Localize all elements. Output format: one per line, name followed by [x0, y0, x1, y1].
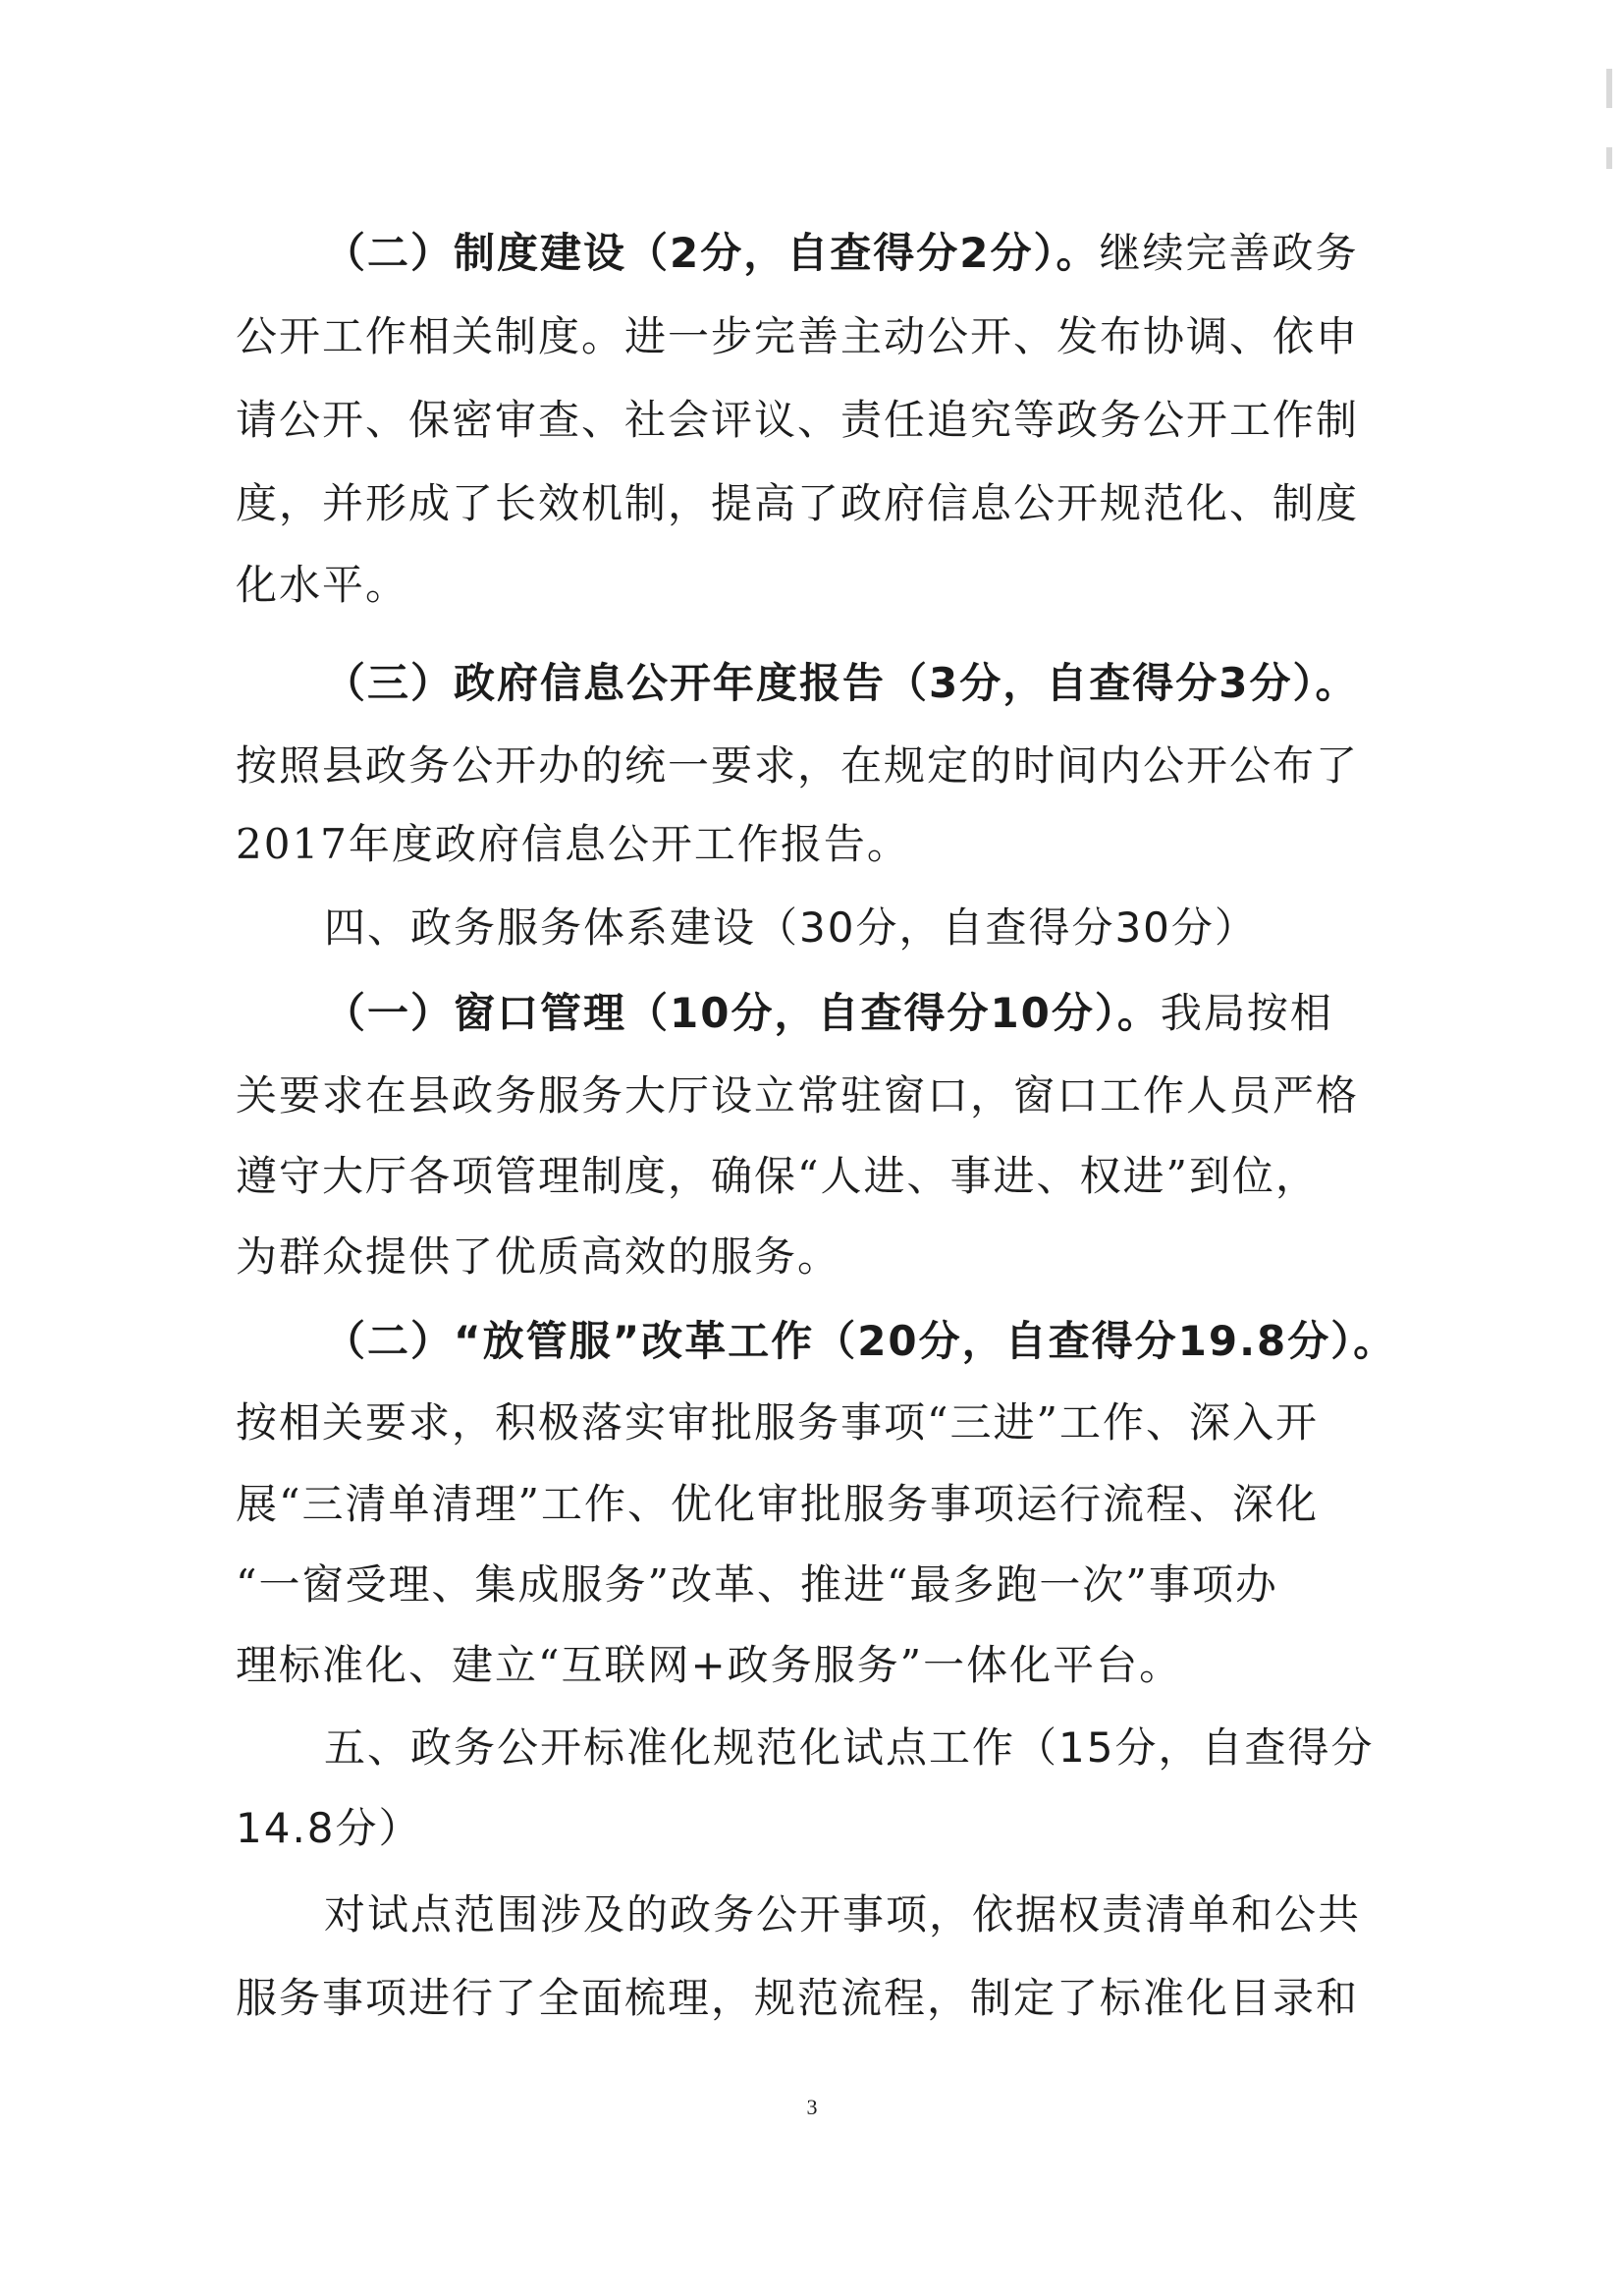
paragraph-line: 按照县政务公开办的统一要求，在规定的时间内公开公布了	[236, 741, 1360, 790]
scan-artifact	[1606, 69, 1612, 108]
paragraph-line: 对试点范围涉及的政务公开事项，依据权责清单和公共	[324, 1890, 1362, 1939]
body-text: 继续完善政务	[1099, 229, 1359, 277]
body-text: 我局按相	[1160, 989, 1333, 1037]
section-heading: 五、政务公开标准化规范化试点工作（15分，自查得分	[324, 1723, 1375, 1772]
section-heading: （一）窗口管理（10分，自查得分10分）。	[324, 989, 1161, 1037]
paragraph-line: 14.8分）	[236, 1804, 422, 1852]
section-heading: （二）制度建设（2分，自查得分2分）。	[324, 229, 1100, 277]
paragraph-line: 度，并形成了长效机制，提高了政府信息公开规范化、制度	[236, 479, 1360, 527]
paragraph-line: 2017年度政府信息公开工作报告。	[236, 820, 910, 868]
paragraph-line: 关要求在县政务服务大厅设立常驻窗口，窗口工作人员严格	[236, 1071, 1360, 1120]
scan-artifact	[1606, 147, 1612, 169]
paragraph-line: 公开工作相关制度。进一步完善主动公开、发布协调、依申	[236, 312, 1360, 360]
section-heading: （二）“放管服”改革工作（20分，自查得分19.8分）。	[324, 1317, 1397, 1365]
paragraph-line: “一窗受理、集成服务”改革、推进“最多跑一次”事项办	[236, 1560, 1278, 1609]
paragraph-line: 服务事项进行了全面梳理，规范流程，制定了标准化目录和	[236, 1974, 1360, 2022]
paragraph-line: 按相关要求，积极落实审批服务事项“三进”工作、深入开	[236, 1398, 1319, 1447]
paragraph-line: 遵守大厅各项管理制度，确保“人进、事进、权进”到位，	[236, 1152, 1319, 1200]
paragraph-line: 请公开、保密审查、社会评议、责任追究等政务公开工作制	[236, 396, 1360, 444]
page-number: 3	[806, 2095, 818, 2119]
paragraph-line	[324, 984, 1404, 1043]
paragraph-line: 为群众提供了优质高效的服务。	[236, 1232, 841, 1281]
section-heading: 四、政务服务体系建设（30分，自查得分30分）	[324, 903, 1258, 952]
section-heading: （三）政府信息公开年度报告（3分，自查得分3分）。	[324, 659, 1359, 707]
paragraph-line: 展“三清单清理”工作、优化审批服务事项运行流程、深化	[236, 1480, 1319, 1528]
paragraph-line: 化水平。	[236, 561, 409, 609]
paragraph-line: 理标准化、建立“互联网+政务服务”一体化平台。	[236, 1641, 1183, 1689]
paragraph-line	[324, 224, 1404, 283]
